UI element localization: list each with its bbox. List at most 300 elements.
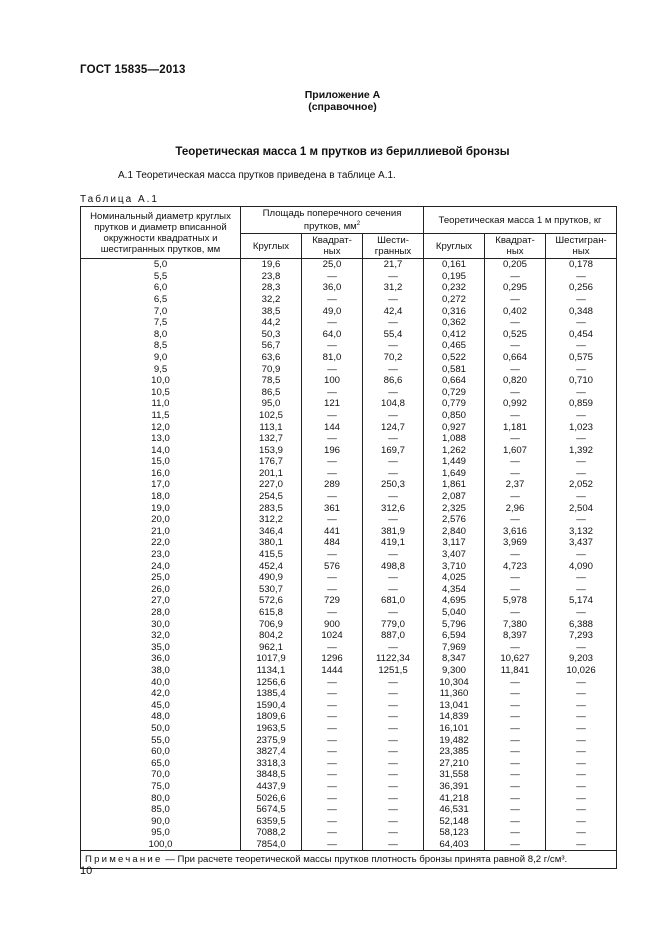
table-cell: — [302, 340, 363, 352]
table-cell: — [363, 572, 424, 584]
table-row [81, 642, 617, 654]
table-cell: 0,575 [546, 352, 617, 364]
header-area-square: Квадрат- ных [302, 234, 363, 259]
table-cell: 10,5 [81, 387, 241, 399]
table-row [81, 503, 617, 515]
table-cell: 85,0 [81, 804, 241, 816]
table-cell: 452,4 [241, 561, 302, 573]
table-cell: 2,504 [546, 503, 617, 515]
header-mass-round: Круглых [424, 234, 485, 259]
table-cell: 3,437 [546, 537, 617, 549]
table-cell: — [546, 735, 617, 747]
table-cell: — [485, 816, 546, 828]
table-cell: 0,664 [424, 375, 485, 387]
table-cell: 28,3 [241, 282, 302, 294]
table-cell: 4,025 [424, 572, 485, 584]
note-text: — При расчете теоретической массы прутков плотность бронзы принята равной 8,2 г/см³. [162, 854, 568, 866]
table-cell: 576 [302, 561, 363, 573]
table-cell: — [485, 758, 546, 770]
table-cell: 0,232 [424, 282, 485, 294]
table-cell: 144 [302, 422, 363, 434]
table-row [81, 317, 617, 329]
table-cell: 100,0 [81, 839, 241, 851]
table-cell: 40,0 [81, 677, 241, 689]
table-cell: — [363, 758, 424, 770]
table-cell: 16,101 [424, 723, 485, 735]
table-cell: 1,607 [485, 445, 546, 457]
table-cell: — [485, 746, 546, 758]
table-cell: 0,348 [546, 306, 617, 318]
table-cell: 490,9 [241, 572, 302, 584]
table-cell: — [485, 735, 546, 747]
table-cell: 5,0 [81, 259, 241, 271]
table-cell: — [302, 387, 363, 399]
table-cell: — [302, 688, 363, 700]
table-cell: 50,0 [81, 723, 241, 735]
table-cell: 6,5 [81, 294, 241, 306]
table-cell: 227,0 [241, 479, 302, 491]
table-cell: — [485, 700, 546, 712]
table-cell: 23,385 [424, 746, 485, 758]
table-cell: 63,6 [241, 352, 302, 364]
table-row [81, 410, 617, 422]
table-cell: 11,841 [485, 665, 546, 677]
table-cell: 3318,3 [241, 758, 302, 770]
table-row [81, 340, 617, 352]
table-cell: — [302, 433, 363, 445]
table-cell: 3848,5 [241, 769, 302, 781]
table-cell: 31,558 [424, 769, 485, 781]
table-cell: 0,402 [485, 306, 546, 318]
table-row [81, 595, 617, 607]
table-cell: 78,5 [241, 375, 302, 387]
table-cell: 13,041 [424, 700, 485, 712]
table-cell: 1296 [302, 653, 363, 665]
table-cell: — [546, 711, 617, 723]
table-cell: 44,2 [241, 317, 302, 329]
table-cell: — [363, 433, 424, 445]
table-cell: — [302, 711, 363, 723]
table-cell: — [302, 456, 363, 468]
table-cell: — [546, 688, 617, 700]
table-cell: 56,7 [241, 340, 302, 352]
table-cell: — [302, 827, 363, 839]
table-cell: — [302, 607, 363, 619]
table-row [81, 781, 617, 793]
table-cell: 23,0 [81, 549, 241, 561]
table-cell: — [546, 468, 617, 480]
table-row [81, 259, 617, 271]
table-cell: — [302, 294, 363, 306]
table-row [81, 537, 617, 549]
table-cell: — [546, 294, 617, 306]
table-cell: — [485, 294, 546, 306]
note-label: Примечание [85, 854, 163, 866]
table-row [81, 561, 617, 573]
table-cell: — [485, 642, 546, 654]
table-row [81, 306, 617, 318]
table-cell: 7,969 [424, 642, 485, 654]
table-cell: 5,040 [424, 607, 485, 619]
table-cell: — [302, 410, 363, 422]
table-cell: 615,8 [241, 607, 302, 619]
table-cell: — [302, 317, 363, 329]
table-cell: — [485, 317, 546, 329]
table-cell: — [302, 781, 363, 793]
table-cell: 4,695 [424, 595, 485, 607]
table-cell: 24,0 [81, 561, 241, 573]
table-cell: 3,407 [424, 549, 485, 561]
table-cell: — [485, 387, 546, 399]
table-cell: — [546, 804, 617, 816]
table-cell: 4,090 [546, 561, 617, 573]
table-cell: — [546, 746, 617, 758]
table-cell: 2,37 [485, 479, 546, 491]
table-cell: 132,7 [241, 433, 302, 445]
table-cell: 312,6 [363, 503, 424, 515]
table-cell: 9,300 [424, 665, 485, 677]
table-cell: — [363, 491, 424, 503]
header-area-hex: Шести- гранных [363, 234, 424, 259]
table-cell: — [546, 271, 617, 283]
table-cell: 415,5 [241, 549, 302, 561]
header-diameter: Номинальный диаметр круглых прутков и диаметр вписанной окружности квадратных и шестигранных прутков, мм [81, 207, 241, 259]
table-row [81, 375, 617, 387]
appendix-title: Приложение А [304, 89, 381, 101]
table-cell: 419,1 [363, 537, 424, 549]
table-cell: — [485, 456, 546, 468]
table-cell: 35,0 [81, 642, 241, 654]
table-cell: — [485, 723, 546, 735]
table-cell: 31,2 [363, 282, 424, 294]
table-cell: 64,403 [424, 839, 485, 851]
table-cell: 5674,5 [241, 804, 302, 816]
mass-table [80, 206, 617, 869]
table-cell: 0,729 [424, 387, 485, 399]
table-cell: 346,4 [241, 526, 302, 538]
table-cell: — [363, 642, 424, 654]
table-cell: 2,96 [485, 503, 546, 515]
table-cell: — [546, 410, 617, 422]
table-cell: 28,0 [81, 607, 241, 619]
table-cell: 706,9 [241, 619, 302, 631]
table-row [81, 398, 617, 410]
table-cell: — [546, 433, 617, 445]
table-cell: — [302, 572, 363, 584]
table-cell: 0,992 [485, 398, 546, 410]
table-row [81, 723, 617, 735]
table-cell: 1,181 [485, 422, 546, 434]
table-row [81, 700, 617, 712]
table-cell: 18,0 [81, 491, 241, 503]
table-cell: — [363, 735, 424, 747]
table-cell: 962,1 [241, 642, 302, 654]
table-cell: 2,052 [546, 479, 617, 491]
table-cell: — [485, 410, 546, 422]
table-cell: — [485, 607, 546, 619]
table-cell: 381,9 [363, 526, 424, 538]
table-cell: — [302, 491, 363, 503]
table-cell: 6,388 [546, 619, 617, 631]
table-cell: 10,0 [81, 375, 241, 387]
table-row [81, 735, 617, 747]
table-cell: 124,7 [363, 422, 424, 434]
table-cell: 3,117 [424, 537, 485, 549]
table-cell: 484 [302, 537, 363, 549]
table-row [81, 271, 617, 283]
table-cell: — [546, 839, 617, 851]
table-cell: 9,0 [81, 352, 241, 364]
table-cell: — [546, 816, 617, 828]
table-cell: — [363, 514, 424, 526]
table-cell: — [485, 340, 546, 352]
table-cell: — [485, 827, 546, 839]
table-cell: 70,2 [363, 352, 424, 364]
table-cell: 36,0 [81, 653, 241, 665]
table-cell: 0,178 [546, 259, 617, 271]
table-cell: 8,5 [81, 340, 241, 352]
table-cell: — [363, 839, 424, 851]
table-cell: — [546, 781, 617, 793]
table-cell: 779,0 [363, 619, 424, 631]
table-cell: 900 [302, 619, 363, 631]
table-cell: — [546, 317, 617, 329]
table-cell: — [363, 294, 424, 306]
table-cell: 5,978 [485, 595, 546, 607]
table-cell: — [546, 758, 617, 770]
table-cell: — [302, 793, 363, 805]
table-cell: 1,449 [424, 456, 485, 468]
table-cell: 17,0 [81, 479, 241, 491]
table-cell: 0,664 [485, 352, 546, 364]
table-cell: — [302, 642, 363, 654]
table-cell: 0,256 [546, 282, 617, 294]
table-cell: 2,087 [424, 491, 485, 503]
table-cell: 441 [302, 526, 363, 538]
table-cell: — [302, 816, 363, 828]
table-cell: 100 [302, 375, 363, 387]
table-cell: 289 [302, 479, 363, 491]
table-row [81, 282, 617, 294]
table-row [81, 572, 617, 584]
table-row [81, 804, 617, 816]
table-cell: 26,0 [81, 584, 241, 596]
table-cell: — [546, 827, 617, 839]
table-cell: — [302, 769, 363, 781]
table-cell: — [302, 735, 363, 747]
table-cell: 1,861 [424, 479, 485, 491]
table-cell: 1,392 [546, 445, 617, 457]
table-cell: 2375,9 [241, 735, 302, 747]
table-cell: 6,594 [424, 630, 485, 642]
table-cell: 50,3 [241, 329, 302, 341]
table-cell: 121 [302, 398, 363, 410]
table-cell: — [546, 793, 617, 805]
table-cell: 5,174 [546, 595, 617, 607]
table-cell: — [546, 584, 617, 596]
table-cell: 0,522 [424, 352, 485, 364]
table-note [81, 851, 617, 869]
table-cell: 80,0 [81, 793, 241, 805]
table-cell: — [363, 769, 424, 781]
table-cell: — [485, 514, 546, 526]
table-cell: — [546, 769, 617, 781]
table-cell: 3,969 [485, 537, 546, 549]
table-cell: 12,0 [81, 422, 241, 434]
table-cell: — [485, 271, 546, 283]
table-cell: 0,195 [424, 271, 485, 283]
table-cell: 14,0 [81, 445, 241, 457]
table-cell: 8,0 [81, 329, 241, 341]
table-row [81, 526, 617, 538]
table-cell: 1809,6 [241, 711, 302, 723]
table-cell: — [363, 723, 424, 735]
table-cell: 4,723 [485, 561, 546, 573]
table-cell: 572,6 [241, 595, 302, 607]
table-cell: — [363, 793, 424, 805]
table-cell: 14,839 [424, 711, 485, 723]
table-cell: 15,0 [81, 456, 241, 468]
table-cell: — [363, 746, 424, 758]
table-row [81, 491, 617, 503]
table-cell: 0,295 [485, 282, 546, 294]
table-cell: 16,0 [81, 468, 241, 480]
header-area-group: Площадь поперечного сечения прутков, $мм^2$ [241, 207, 424, 234]
intro-paragraph: А.1 Теоретическая масса прутков приведена в таблице А.1. [118, 170, 396, 181]
table-cell: 7854,0 [241, 839, 302, 851]
table-cell: — [363, 456, 424, 468]
table-cell: 2,840 [424, 526, 485, 538]
table-cell: 52,148 [424, 816, 485, 828]
table-cell: — [363, 410, 424, 422]
table-cell: — [363, 677, 424, 689]
table-cell: 64,0 [302, 329, 363, 341]
table-cell: — [485, 711, 546, 723]
table-cell: 7,0 [81, 306, 241, 318]
table-cell: — [302, 723, 363, 735]
table-cell: 27,210 [424, 758, 485, 770]
table-cell: 0,820 [485, 375, 546, 387]
table-cell: 3,132 [546, 526, 617, 538]
table-cell: 81,0 [302, 352, 363, 364]
table-cell: — [485, 804, 546, 816]
table-cell: — [485, 688, 546, 700]
table-cell: 19,482 [424, 735, 485, 747]
table-cell: — [302, 514, 363, 526]
table-row [81, 758, 617, 770]
table-cell: 13,0 [81, 433, 241, 445]
table-cell: — [363, 340, 424, 352]
table-cell: 1,262 [424, 445, 485, 457]
table-cell: 1963,5 [241, 723, 302, 735]
table-cell: 11,0 [81, 398, 241, 410]
table-cell: 21,0 [81, 526, 241, 538]
table-cell: 30,0 [81, 619, 241, 631]
table-cell: 60,0 [81, 746, 241, 758]
table-cell: 95,0 [241, 398, 302, 410]
table-cell: 7,5 [81, 317, 241, 329]
table-row [81, 711, 617, 723]
table-cell: 2,325 [424, 503, 485, 515]
table-cell: 681,0 [363, 595, 424, 607]
table-cell: 7088,2 [241, 827, 302, 839]
table-cell: 380,1 [241, 537, 302, 549]
table-cell: — [546, 340, 617, 352]
table-cell: 0,205 [485, 259, 546, 271]
table-cell: 0,161 [424, 259, 485, 271]
table-cell: 25,0 [81, 572, 241, 584]
table-cell: 7,380 [485, 619, 546, 631]
table-cell: 11,5 [81, 410, 241, 422]
table-cell: 27,0 [81, 595, 241, 607]
table-cell: 0,581 [424, 364, 485, 376]
table-row [81, 352, 617, 364]
table-cell: 42,0 [81, 688, 241, 700]
table-cell: — [302, 468, 363, 480]
table-cell: 11,360 [424, 688, 485, 700]
table-cell: 48,0 [81, 711, 241, 723]
table-cell: 0,710 [546, 375, 617, 387]
table-cell: 176,7 [241, 456, 302, 468]
table-cell: — [363, 271, 424, 283]
table-row [81, 584, 617, 596]
table-cell: 7,293 [546, 630, 617, 642]
table-cell: 90,0 [81, 816, 241, 828]
table-cell: 1444 [302, 665, 363, 677]
table-row [81, 677, 617, 689]
table-cell: 113,1 [241, 422, 302, 434]
table-cell: 0,412 [424, 329, 485, 341]
table-cell: 804,2 [241, 630, 302, 642]
table-cell: 1385,4 [241, 688, 302, 700]
table-row [81, 456, 617, 468]
table-cell: — [485, 549, 546, 561]
table-row [81, 665, 617, 677]
table-cell: 9,203 [546, 653, 617, 665]
table-cell: — [485, 433, 546, 445]
table-cell: 1251,5 [363, 665, 424, 677]
table-cell: — [485, 364, 546, 376]
table-cell: 95,0 [81, 827, 241, 839]
table-row [81, 816, 617, 828]
table-cell: — [485, 491, 546, 503]
table-cell: — [546, 549, 617, 561]
table-cell: — [302, 271, 363, 283]
table-cell: — [363, 804, 424, 816]
table-cell: 729 [302, 595, 363, 607]
table-cell: — [546, 607, 617, 619]
table-cell: 8,347 [424, 653, 485, 665]
table-cell: 1122,34 [363, 653, 424, 665]
table-cell: — [302, 746, 363, 758]
table-cell: 0,779 [424, 398, 485, 410]
table-cell: 312,2 [241, 514, 302, 526]
table-cell: 2,576 [424, 514, 485, 526]
table-cell: 250,3 [363, 479, 424, 491]
table-cell: 0,850 [424, 410, 485, 422]
table-cell: — [546, 491, 617, 503]
header-mass-group: Теоретическая масса 1 м прутков, кг [424, 207, 617, 234]
table-cell: 283,5 [241, 503, 302, 515]
table-row [81, 479, 617, 491]
table-cell: 1017,9 [241, 653, 302, 665]
table-cell: — [302, 677, 363, 689]
table-row [81, 607, 617, 619]
table-cell: — [546, 642, 617, 654]
table-cell: — [363, 781, 424, 793]
table-cell: 70,9 [241, 364, 302, 376]
table-cell: 75,0 [81, 781, 241, 793]
